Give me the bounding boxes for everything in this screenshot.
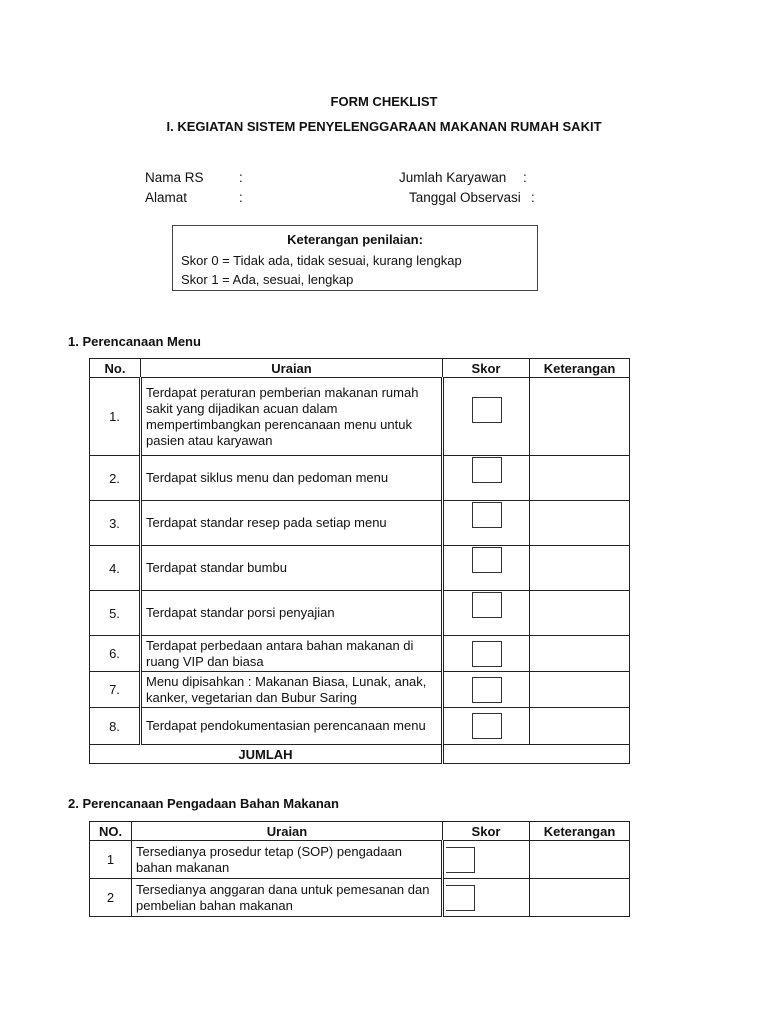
total-row [90, 745, 630, 764]
section-2-table [89, 821, 630, 917]
row-number: 2. [90, 456, 141, 501]
col-header-keterangan: Keterangan [530, 822, 630, 841]
row-uraian: Terdapat pendokumentasian perencanaan menu [141, 708, 443, 745]
score-checkbox[interactable] [472, 641, 502, 667]
score-cell[interactable] [443, 879, 530, 917]
total-value-cell[interactable] [443, 745, 630, 764]
keterangan-cell[interactable] [530, 591, 630, 636]
table-row [90, 546, 630, 591]
row-number: 1. [90, 378, 141, 456]
col-header-skor: Skor [443, 822, 530, 841]
keterangan-cell[interactable] [530, 841, 630, 879]
keterangan-cell[interactable] [530, 378, 630, 456]
keterangan-cell[interactable] [530, 546, 630, 591]
score-cell[interactable] [443, 546, 530, 591]
keterangan-cell[interactable] [530, 636, 630, 672]
legend-score-0: Skor 0 = Tidak ada, tidak sesuai, kurang lengkap [181, 253, 462, 268]
score-cell[interactable] [443, 591, 530, 636]
row-number: 8. [90, 708, 141, 745]
row-number: 3. [90, 501, 141, 546]
keterangan-cell[interactable] [530, 456, 630, 501]
row-uraian: Terdapat siklus menu dan pedoman menu [141, 456, 443, 501]
table-row [90, 591, 630, 636]
row-uraian: Tersedianya prosedur tetap (SOP) pengadaan bahan makanan [132, 841, 443, 879]
col-header-keterangan: Keterangan [530, 359, 630, 378]
nama-rs-colon: : [239, 170, 243, 185]
table-row [90, 708, 630, 745]
legend-heading: Keterangan penilaian: [287, 232, 423, 247]
row-number: 2 [90, 879, 132, 917]
score-cell[interactable] [443, 636, 530, 672]
keterangan-cell[interactable] [530, 879, 630, 917]
row-number: 1 [90, 841, 132, 879]
form-subtitle: I. KEGIATAN SISTEM PENYELENGGARAAN MAKANAN RUMAH SAKIT [166, 119, 602, 134]
row-uraian: Terdapat standar bumbu [141, 546, 443, 591]
row-number: 5. [90, 591, 141, 636]
total-label: JUMLAH [90, 745, 443, 764]
score-checkbox[interactable] [446, 885, 475, 911]
row-number: 4. [90, 546, 141, 591]
tanggal-observasi-label: Tanggal Observasi [409, 190, 521, 205]
score-checkbox[interactable] [472, 397, 502, 423]
section-1-table [89, 358, 630, 764]
score-checkbox[interactable] [472, 592, 502, 618]
alamat-colon: : [239, 190, 243, 205]
keterangan-cell[interactable] [530, 501, 630, 546]
tanggal-observasi-colon: : [531, 190, 535, 205]
score-checkbox[interactable] [472, 677, 502, 703]
score-cell[interactable] [443, 841, 530, 879]
table-row [90, 672, 630, 708]
table-row [90, 879, 630, 917]
score-cell[interactable] [443, 456, 530, 501]
row-uraian: Tersedianya anggaran dana untuk pemesanan dan pembelian bahan makanan [132, 879, 443, 917]
col-header-uraian: Uraian [132, 822, 443, 841]
row-uraian: Terdapat standar resep pada setiap menu [141, 501, 443, 546]
jumlah-karyawan-colon: : [523, 170, 527, 185]
section-1-title: 1. Perencanaan Menu [68, 334, 201, 349]
score-cell[interactable] [443, 501, 530, 546]
table-row [90, 501, 630, 546]
row-number: 6. [90, 636, 141, 672]
table-row [90, 841, 630, 879]
col-header-uraian: Uraian [141, 359, 443, 378]
score-cell[interactable] [443, 708, 530, 745]
form-title: FORM CHEKLIST [330, 94, 438, 109]
scoring-legend [172, 225, 538, 291]
table-row [90, 378, 630, 456]
col-header-skor: Skor [443, 359, 530, 378]
score-cell[interactable] [443, 378, 530, 456]
col-header-no: No. [90, 359, 141, 378]
keterangan-cell[interactable] [530, 708, 630, 745]
col-header-no: NO. [90, 822, 132, 841]
section-2-title: 2. Perencanaan Pengadaan Bahan Makanan [68, 796, 339, 811]
table-row [90, 636, 630, 672]
score-checkbox[interactable] [472, 502, 502, 528]
nama-rs-label: Nama RS [145, 170, 204, 185]
row-uraian: Menu dipisahkan : Makanan Biasa, Lunak, anak, kanker, vegetarian dan Bubur Saring [141, 672, 443, 708]
score-cell[interactable] [443, 672, 530, 708]
score-checkbox[interactable] [446, 847, 475, 873]
score-checkbox[interactable] [472, 713, 502, 739]
table-row [90, 456, 630, 501]
score-checkbox[interactable] [472, 457, 502, 483]
alamat-label: Alamat [145, 190, 188, 205]
score-checkbox[interactable] [472, 547, 502, 573]
row-uraian: Terdapat standar porsi penyajian [141, 591, 443, 636]
legend-score-1: Skor 1 = Ada, sesuai, lengkap [181, 272, 354, 287]
keterangan-cell[interactable] [530, 672, 630, 708]
row-uraian: Terdapat peraturan pemberian makanan rumah sakit yang dijadikan acuan dalam mempertimbangkan perencanaan menu untuk pasien atau karyawan [141, 378, 443, 456]
jumlah-karyawan-label: Jumlah Karyawan [399, 170, 507, 185]
row-number: 7. [90, 672, 141, 708]
row-uraian: Terdapat perbedaan antara bahan makanan di ruang VIP dan biasa [141, 636, 443, 672]
